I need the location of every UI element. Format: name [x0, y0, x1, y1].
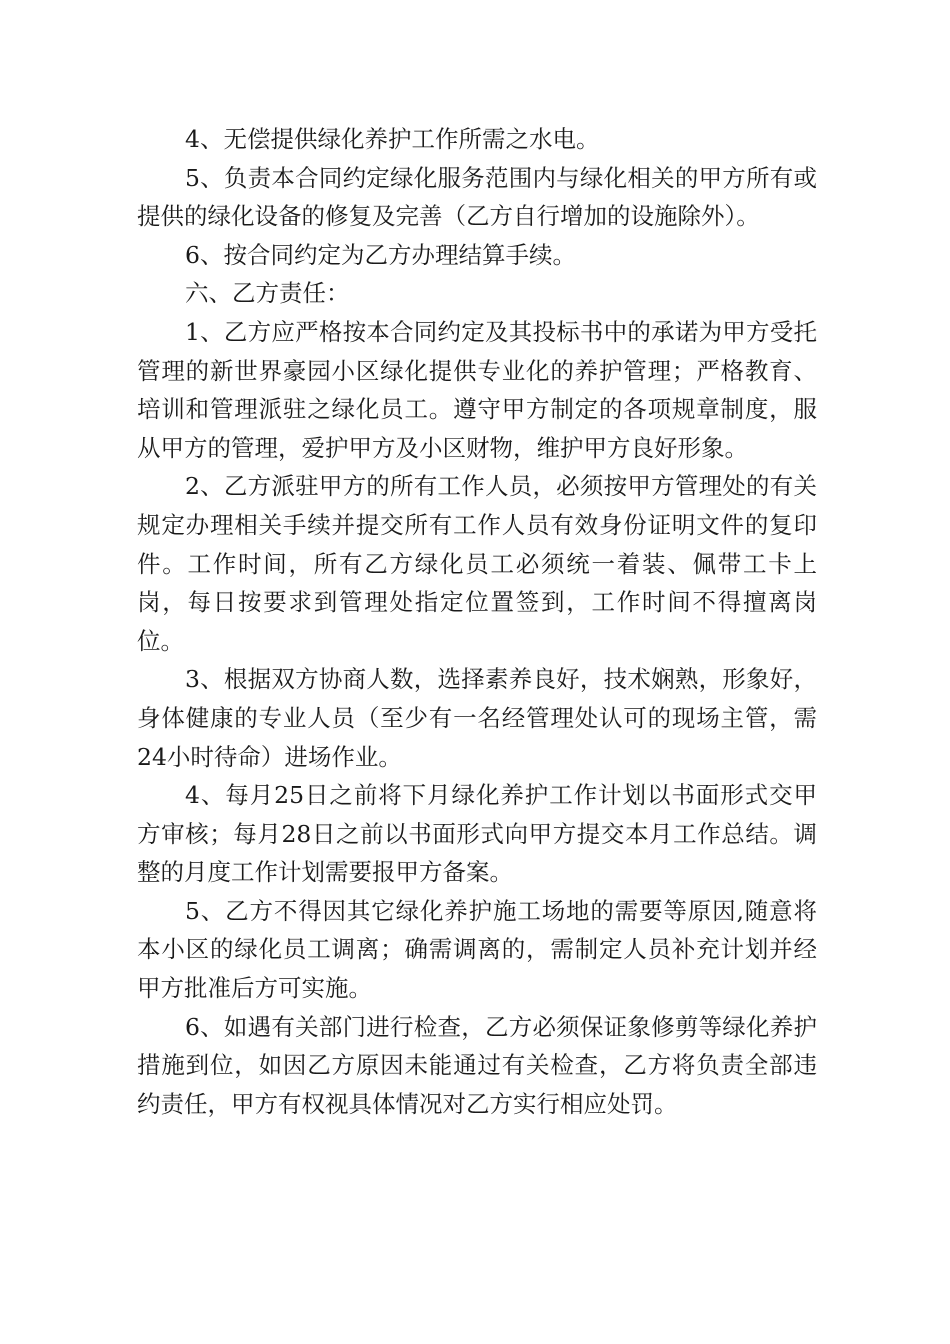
section-heading-party-b: 六、乙方责任： [185, 279, 350, 308]
clause-6-settlement: 6、按合同约定为乙方办理结算手续。 [185, 240, 576, 269]
clause-4-utilities: 4、无偿提供绿化养护工作所需之水电。 [185, 125, 600, 153]
clause-b2-staff: 2、乙方派驻甲方的所有工作人员，必须按甲方管理处的有关规定办理相关手续并提交所有工作人员有效身份证明文件的复印件。工作时间，所有乙方绿化员工必须统一着装、佩带工卡上岗，每日按要求到管理处指定位置签到，工作时间不得擅离岗位。 [137, 472, 817, 655]
clause-5-equipment-repair: 5、负责本合同约定绿化服务范围内与绿化相关的甲方所有或提供的绿化设备的修复及完善（乙方自行增加的设施除外）。 [137, 163, 817, 231]
clause-b3-personnel: 3、根据双方协商人数，选择素养良好，技术娴熟，形象好，身体健康的专业人员（至少有一名经管理处认可的现场主管，需24小时待命）进场作业。 [137, 665, 817, 771]
document-page [137, 120, 817, 1123]
clause-b4-plans: 4、每月25日之前将下月绿化养护工作计划以书面形式交甲方审核；每月28日之前以书面形式向甲方提交本月工作总结。调整的月度工作计划需要报甲方备案。 [137, 781, 817, 887]
clause-b5-transfer: 5、乙方不得因其它绿化养护施工场地的需要等原因,随意将本小区的绿化员工调离；确需调离的，需制定人员补充计划并经甲方批准后方可实施。 [137, 896, 817, 1003]
clause-b6-inspection: 6、如遇有关部门进行检查，乙方必须保证象修剪等绿化养护措施到位，如因乙方原因未能通过有关检查，乙方将负责全部违约责任，甲方有权视具体情况对乙方实行相应处罚。 [137, 1012, 817, 1118]
clause-b1-management: 1、乙方应严格按本合同约定及其投标书中的承诺为甲方受托管理的新世界豪园小区绿化提供专业化的养护管理；严格教育、培训和管理派驻之绿化员工。遵守甲方制定的各项规章制度，服从甲方的管理，爱护甲方及小区财物，维护甲方良好形象。 [137, 317, 817, 462]
